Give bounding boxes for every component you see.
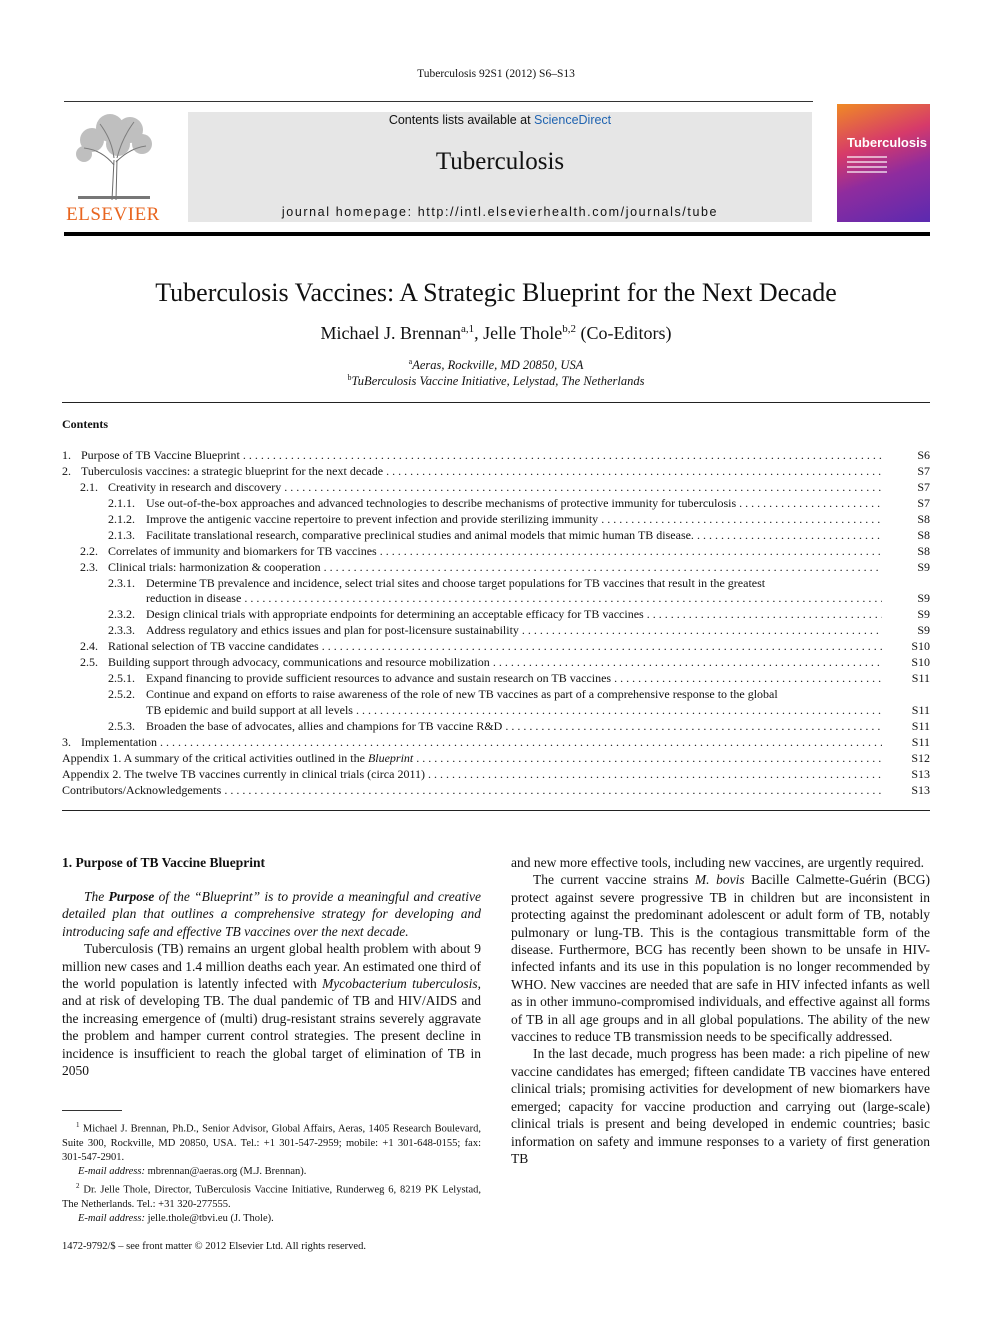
toc-page: S6 <box>917 448 930 462</box>
toc-title-part: Appendix 1. A summary of the critical activities outlined in the <box>62 750 368 765</box>
toc-entry[interactable] <box>62 719 930 735</box>
email-label: E-mail address: <box>78 1166 145 1178</box>
toc-title: Address regulatory and ethics issues and plan for post-licensure sustainability . . . <box>146 623 882 639</box>
toc-page: S7 <box>917 495 930 510</box>
paragraph <box>511 871 930 1045</box>
toc-page: S8 <box>917 543 930 558</box>
email-label: E-mail address: <box>78 1213 145 1225</box>
contents-available-line <box>188 113 812 127</box>
toc-title: Creativity in research and discovery . . . <box>108 480 882 496</box>
body-column-left <box>62 888 481 1079</box>
toc-title: Determine TB prevalence and incidence, select trial sites and choose target populations for TB vaccines that result in the greatest <box>146 575 766 590</box>
contents-rule-bottom <box>62 810 930 811</box>
toc-number: 2.1. <box>80 479 98 494</box>
toc-number: 2.1.3. <box>108 527 135 542</box>
toc-number: 2.3.1. <box>108 575 135 590</box>
paragraph-text: Bacille Calmette-Guérin (BCG) protect against severe progressive TB in children but are inconsistent in protecting against the predominant adolescent or adult form of TB, notably pulmonary or lung-TB. This is the contagious transmittable form of the disease. Furthermore, BCG has recently been shown to be unsafe in HIV-infected infants and its use in this population is no longer recommended by WHO. New vaccines are needed that are safe in HIV infected infants as well as in other immuno-compromised individuals, and effective against all forms of TB in all age groups and in all global populations. The ability of the new vaccines to reduce TB transmission needs to be specifically addressed. <box>511 872 930 1045</box>
toc-entry[interactable] <box>62 496 930 512</box>
paragraph-text: The current vaccine strains <box>533 872 695 888</box>
toc-page: S10 <box>911 639 930 654</box>
toc-number: 2.2. <box>80 543 98 558</box>
paragraph-text: Tuberculosis (TB) remains an urgent global health problem with about 9 million new cases and 1.4 million deaths each year. An estimated one third of the world population is latently infected with <box>62 941 481 992</box>
author-role-note: (Co-Editors) <box>576 323 672 343</box>
toc-entry[interactable] <box>62 560 930 576</box>
toc-title: Appendix 2. The twelve TB vaccines currently in clinical trials (circa 2011) . . . <box>62 767 882 783</box>
toc-title: Contributors/Acknowledgements . . . <box>62 783 882 799</box>
toc-title: Building support through advocacy, communications and resource mobilization . . . <box>108 655 882 671</box>
section-heading: 1. Purpose of TB Vaccine Blueprint <box>62 855 266 870</box>
toc-page: S7 <box>917 479 930 494</box>
toc-title: Implementation . . . <box>81 735 882 751</box>
purpose-term: Purpose <box>108 889 155 904</box>
email-link-brennan[interactable]: mbrennan@aeras.org (M.J. Brennan). <box>144 1166 307 1178</box>
toc-title: Continue and expand on efforts to raise awareness of the role of new TB vaccines as part of a comprehensive response to the global <box>146 687 778 702</box>
cover-text-lines <box>847 156 887 176</box>
toc-title: Design clinical trials with appropriate endpoints for determining an acceptable efficacy for TB vaccines . . . <box>146 607 882 623</box>
toc-page: S7 <box>917 463 930 478</box>
toc-page: S11 <box>911 671 930 686</box>
affiliation-a-text: Aeras, Rockville, MD 20850, USA <box>412 358 584 373</box>
body-column-right <box>511 854 930 1167</box>
footnote-2-email <box>62 1212 481 1226</box>
sciencedirect-link[interactable]: ScienceDirect <box>534 113 612 127</box>
footnotes <box>62 1118 481 1226</box>
toc-entry[interactable] <box>62 464 930 480</box>
toc-number: 2.5. <box>80 655 98 670</box>
toc-title: Purpose of TB Vaccine Blueprint . . . <box>81 448 882 464</box>
toc-title-continuation: TB epidemic and build support at all levels . . . <box>146 703 882 719</box>
author-brennan[interactable]: Michael J. Brennan <box>320 323 461 343</box>
affiliation-a-mark: a <box>408 357 413 366</box>
toc-title-continuation: reduction in disease . . . <box>146 591 882 607</box>
toc-title: Expand financing to provide sufficient resources to advance and sustain research on TB vaccines . . . <box>146 671 882 687</box>
footnote-mark: 1 <box>76 1121 80 1129</box>
toc-title: Correlates of immunity and biomarkers for TB vaccines . . . <box>108 544 882 560</box>
footnote-text: Dr. Jelle Thole, Director, TuBerculosis Vaccine Initiative, Runderweg 6, 8219 PK Lelystad, The Netherlands. Tel.: +31 320-277555. <box>62 1184 482 1211</box>
journal-homepage-link[interactable]: journal homepage: http://intl.elsevierhealth.com/journals/tube <box>281 205 719 219</box>
toc-entry[interactable] <box>62 767 930 783</box>
toc-page: S11 <box>911 718 930 733</box>
toc-entry[interactable] <box>62 671 930 687</box>
toc-entry[interactable] <box>62 607 930 623</box>
species-name: M. bovis <box>694 872 745 888</box>
elsevier-logo[interactable] <box>64 110 162 225</box>
toc-number: 3. <box>62 734 71 749</box>
toc-number: 2.5.3. <box>108 718 135 733</box>
author-brennan-affiliation-mark: a,1 <box>460 323 475 335</box>
toc-entry[interactable] <box>62 544 930 560</box>
elsevier-tree-icon <box>72 110 156 202</box>
author-separator: , <box>474 323 484 343</box>
species-name: Mycobacterium tuberculosis <box>322 976 478 992</box>
contents-available-text: Contents lists available at <box>388 113 535 127</box>
toc-entry[interactable] <box>62 783 930 799</box>
toc-entry-continuation[interactable] <box>62 591 930 607</box>
author-line <box>0 323 992 344</box>
article-title: Tuberculosis Vaccines: A Strategic Blueprint for the Next Decade <box>155 278 837 307</box>
toc-number: 2.5.1. <box>108 671 135 686</box>
toc-title: Improve the antigenic vaccine repertoire to prevent infection and provide sterilizing immunity . . . <box>146 512 882 528</box>
author-thole[interactable]: Jelle Thole <box>483 323 563 343</box>
affiliation-a <box>0 357 992 373</box>
toc-page: S12 <box>911 750 930 765</box>
journal-banner <box>188 112 812 222</box>
footnote-2 <box>62 1179 481 1212</box>
toc-title: Rational selection of TB vaccine candidates . . . <box>108 639 882 655</box>
toc-page: S11 <box>911 703 930 717</box>
email-link-thole[interactable]: jelle.thole@tbvi.eu (J. Thole). <box>144 1213 274 1225</box>
toc-title: Tuberculosis vaccines: a strategic blueprint for the next decade . . . <box>81 464 882 480</box>
copyright-line: 1472-9792/$ – see front matter © 2012 Elsevier Ltd. All rights reserved. <box>62 1241 366 1252</box>
header-rule-bottom <box>64 232 930 236</box>
toc-number: 2.4. <box>80 639 98 654</box>
toc-page: S11 <box>911 734 930 749</box>
header-rule-top <box>64 101 813 102</box>
purpose-intro-rest: of the “Blueprint” is to provide a meaningful and creative detailed plan that outlines a comprehensive strategy for developing and introducing safe and effective TB vaccines over the next decade. <box>62 889 481 939</box>
toc-entry[interactable] <box>62 528 930 544</box>
toc-entry-continuation[interactable] <box>62 703 930 719</box>
toc-entry[interactable] <box>62 687 930 703</box>
contents-heading: Contents <box>62 417 109 431</box>
toc-entry[interactable] <box>62 448 930 464</box>
toc-page: S9 <box>917 591 930 606</box>
toc-entry[interactable] <box>62 639 930 655</box>
table-of-contents <box>62 448 930 799</box>
toc-number: 2.5.2. <box>108 687 135 702</box>
footnote-1 <box>62 1118 481 1165</box>
paragraph <box>62 940 481 1079</box>
toc-number: 2.3. <box>80 559 98 574</box>
toc-title: Facilitate translational research, comparative preclinical studies and animal models that mimic human TB disease. . . . <box>146 528 882 544</box>
elsevier-wordmark: ELSEVIER <box>66 204 160 225</box>
toc-number: 1. <box>62 448 71 462</box>
toc-entry[interactable] <box>62 576 930 592</box>
journal-citation: Tuberculosis 92S1 (2012) S6–S13 <box>417 68 575 80</box>
affiliation-b-text: TuBerculosis Vaccine Initiative, Lelystad, The Netherlands <box>351 374 645 389</box>
paragraph <box>62 888 481 940</box>
author-thole-affiliation-mark: b,2 <box>562 323 577 335</box>
toc-page: S10 <box>911 655 930 670</box>
footnote-text: Michael J. Brennan, Ph.D., Senior Advisor, Global Affairs, Aeras, 1405 Research Boulevard, Suite 300, Rockville, MD 20850, USA. Tel.: +1 301-547-2959; mobile: +1 301-648-0155; fax: 301-547-2901. <box>62 1123 481 1163</box>
toc-page: S13 <box>911 766 930 781</box>
toc-title <box>62 751 882 767</box>
toc-page: S8 <box>917 511 930 526</box>
toc-number: 2.3.2. <box>108 607 135 622</box>
toc-title-italic: Blueprint <box>367 750 414 765</box>
toc-number: 2.1.2. <box>108 511 135 526</box>
toc-number: 2.3.3. <box>108 623 135 638</box>
journal-title: Tuberculosis <box>435 148 565 175</box>
toc-title: Clinical trials: harmonization & cooperation . . . <box>108 560 882 576</box>
toc-entry[interactable] <box>62 480 930 496</box>
toc-page: S9 <box>917 607 930 622</box>
toc-number: 2.1.1. <box>108 495 135 510</box>
toc-title: Use out-of-the-box approaches and advanced technologies to describe mechanisms of protective immunity for tuberculosis . . . <box>146 496 882 512</box>
toc-page: S9 <box>917 559 930 574</box>
footnote-mark: 2 <box>76 1182 80 1191</box>
toc-page: S13 <box>911 782 930 797</box>
toc-entry[interactable] <box>62 751 930 767</box>
journal-cover-thumbnail[interactable] <box>837 104 930 222</box>
paragraph-text: , and at risk of developing TB. The dual pandemic of TB and HIV/AIDS and the increasing emergence of (multi) drug-resistant strains severely aggravate the problem and hamper current control strategies. The present decline in incidence is insufficient to reach the global target of elimination of TB in 2050 <box>62 976 481 1079</box>
cover-title: Tuberculosis <box>847 135 927 150</box>
toc-entry[interactable] <box>62 623 930 639</box>
affiliation-b-mark: b <box>347 373 352 382</box>
contents-rule-top <box>62 402 930 403</box>
toc-entry[interactable] <box>62 512 930 528</box>
toc-number: 2. <box>62 463 71 478</box>
toc-page: S9 <box>917 623 930 638</box>
paragraph-continuation: and new more effective tools, including new vaccines, are urgently required. <box>511 855 924 870</box>
paragraph: In the last decade, much progress has been made: a rich pipeline of new vaccine candidates has emerged; fifteen candidate TB vaccines have entered clinical trials; promising activities for development of new biomarkers have emerged; capacity for vaccine production and carrying out (large-scale) clinical trials is present and being developed in endemic countries; basic information on safety and immune responses to a variety of first generation TB <box>511 1046 930 1166</box>
affiliation-b <box>0 373 992 389</box>
footnote-rule <box>62 1110 122 1111</box>
footnote-1-email <box>62 1165 481 1179</box>
purpose-intro-the: The <box>84 889 109 904</box>
toc-entry[interactable] <box>62 655 930 671</box>
toc-title: Broaden the base of advocates, allies and champions for TB vaccine R&D . . . <box>146 719 882 735</box>
toc-page: S8 <box>917 527 930 542</box>
toc-entry[interactable] <box>62 735 930 751</box>
